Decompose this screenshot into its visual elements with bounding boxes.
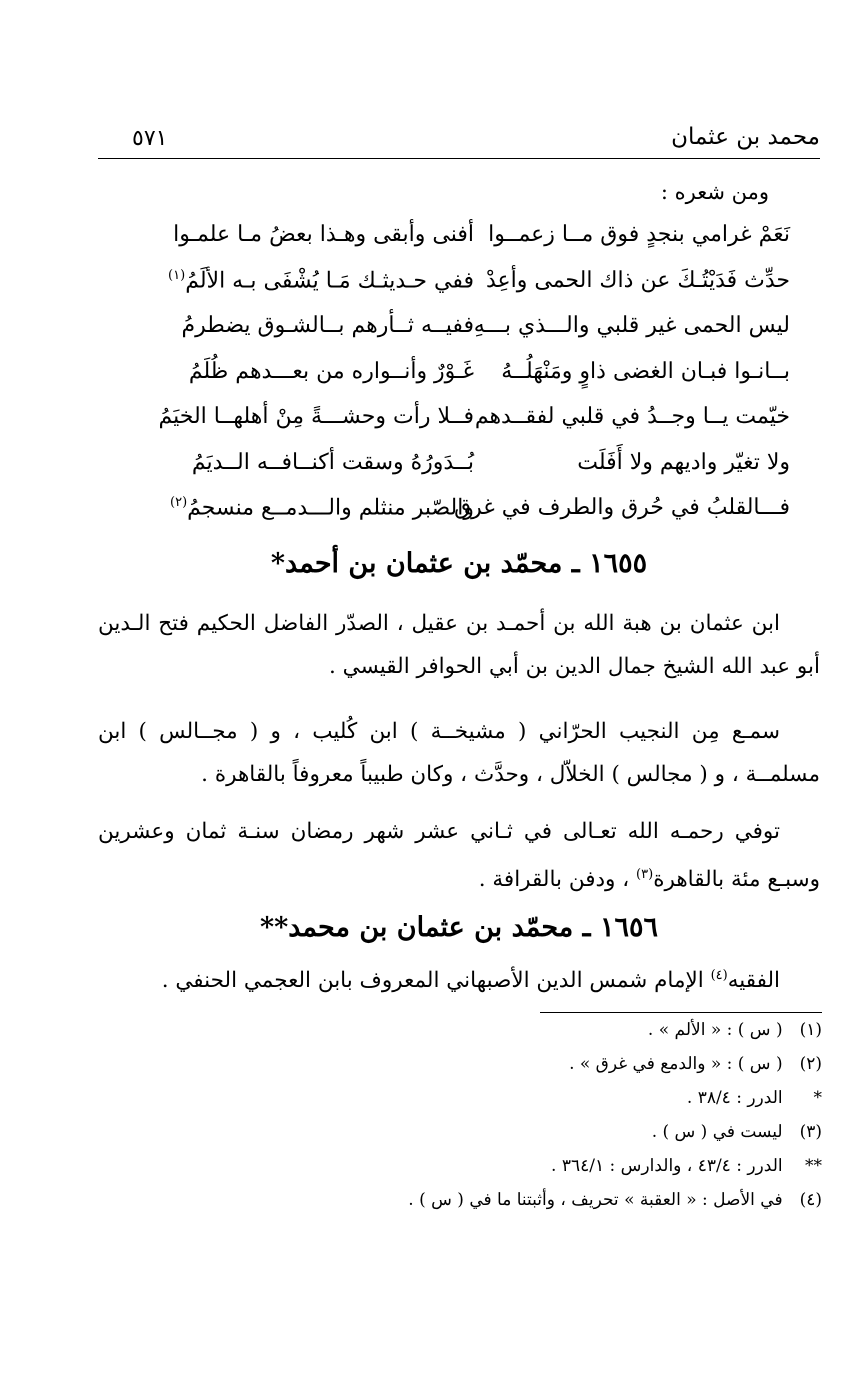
page-number: ٥٧١ [132, 126, 168, 151]
footnotes [82, 1020, 822, 1224]
entry-1655-death: توفي رحمـه الله تعـالى في ثـاني عشر شهر رمضان سنـة ثمان وعشرين وسبـع مئة بالقاهرة$^{(٣)}$ ، ودفن بالقرافة . [98, 819, 820, 893]
verse [98, 268, 820, 314]
verse-first-hemistich: بــانـوا فبـان الغضى ذاوٍ ومَنْهَلُــهُ [501, 358, 790, 384]
verse [98, 222, 820, 268]
verse-second-hemistich: فــلا رأت وحشـــةً مِنْ أهلهــا الخيَمُ [158, 404, 474, 429]
footnote [82, 1190, 822, 1224]
poem-intro: ومن شعره : [660, 180, 769, 204]
footnote-mark: (٣) [799, 1122, 822, 1142]
entry-1656-title: ١٦٥٦ ـ محمّد بن عثمان بن محمد** [260, 912, 658, 943]
poem [98, 222, 820, 541]
footnote-text: في الأصل : « العقبة » تحريف ، وأثبتنا ما في ( س ) . [408, 1190, 783, 1210]
verse [98, 359, 820, 405]
footnote-text: الدرر : ٤٣/٤ ، والدارس : ٣٦٤/١ . [551, 1156, 783, 1176]
page-header [98, 124, 820, 160]
verse-second-hemistich: بُــدَورُهُ وسقت أكنــافــه الــديَمُ [191, 449, 474, 475]
footnote-mark: * [813, 1088, 822, 1108]
entry-1655-teachers: سمـع مِن النجيب الحرّاني ( مشيخــة ) ابن كُليب ، و ( مجــالس ) ابن مسلمــة ، و ( مجالس ) الخلاّل ، وحدَّث ، وكان طبيباً معروفاً بالقاهرة . [98, 719, 820, 787]
verse [98, 450, 820, 496]
entry-1655-title: ١٦٥٥ ـ محمّد بن عثمان بن أحمد* [270, 548, 648, 579]
verse-first-hemistich: نَعَمْ غرامي بنجدٍ فوق مــا زعمــوا [488, 222, 790, 247]
running-title: محمد بن عثمان [671, 124, 820, 150]
footnote-reference[interactable]: (٤) [710, 968, 728, 983]
verse-second-hemistich: ففيــه ثــأرهم بــالشـوق يضطرمُ [181, 313, 474, 338]
verse [98, 404, 820, 450]
entry-1656-description: الفقيه$^{(٤)}$ الإمام شمس الدين الأصبهاني المعروف بابن العجمي الحنفي . [161, 968, 780, 994]
footnote-text: ( س ) : « والدمع في غرق » . [569, 1054, 783, 1074]
footnote-rule [540, 1012, 822, 1013]
footnote-mark: (١) [799, 1020, 822, 1040]
verse-first-hemistich: فـــالقلبُ في حُرق والطرف في غرق [454, 495, 790, 520]
verse-first-hemistich: ولا تغيّر واديهم ولا أَفَلَت [577, 449, 790, 475]
verse [98, 313, 820, 359]
verse-first-hemistich: حدِّث فَدَيْتُـكَ عن ذاك الحمى وأعِدْ [485, 267, 790, 293]
header-rule [98, 158, 820, 159]
footnote [82, 1054, 822, 1088]
footnote-text: الدرر : ٣٨/٤ . [686, 1088, 783, 1108]
verse-second-hemistich: ففي حـديثـك مَـا يُشْفَى بـه الألَمُ$^{(١)}$ [168, 267, 474, 293]
footnote-text: ليست في ( س ) . [651, 1122, 783, 1142]
footnote [82, 1020, 822, 1054]
footnote-mark: (٤) [799, 1190, 822, 1210]
verse-first-hemistich: خيّمت يــا وجــدُ في قلبي لفقــدهم [474, 404, 790, 429]
footnote-text: ( س ) : « الألم » . [647, 1020, 783, 1040]
verse-first-hemistich: ليس الحمى غير قلبي والـــذي بـــهِ [473, 313, 790, 338]
footnote-reference[interactable]: (٣) [636, 867, 654, 882]
verse-second-hemistich: غَـوْرٌ وأنــواره من بعـــدهم ظُلَمُ [188, 358, 474, 384]
entry-1655-lineage: ابن عثمان بن هبة الله بن أحمـد بن عقيل ، الصدّر الفاضل الحكيم فتح الـدين أبو عبد الله الشيخ جمال الدين بن أبي الحوافر القيسي . [98, 611, 820, 679]
footnote-mark: ** [805, 1156, 822, 1176]
footnote [82, 1156, 822, 1190]
footnote-mark: (٢) [799, 1054, 822, 1074]
footnote [82, 1122, 822, 1156]
verse [98, 495, 820, 541]
footnote-reference[interactable]: (١) [168, 267, 186, 283]
verse-second-hemistich: أفنى وأبقى وهـذا بعضُ مـا علمـوا [173, 222, 474, 247]
footnote-reference[interactable]: (٢) [170, 495, 188, 510]
footnote [82, 1088, 822, 1122]
verse-second-hemistich: والصّبر منثلم والـــدمــع منسجمُ$^{(٢)}$ [170, 495, 474, 521]
